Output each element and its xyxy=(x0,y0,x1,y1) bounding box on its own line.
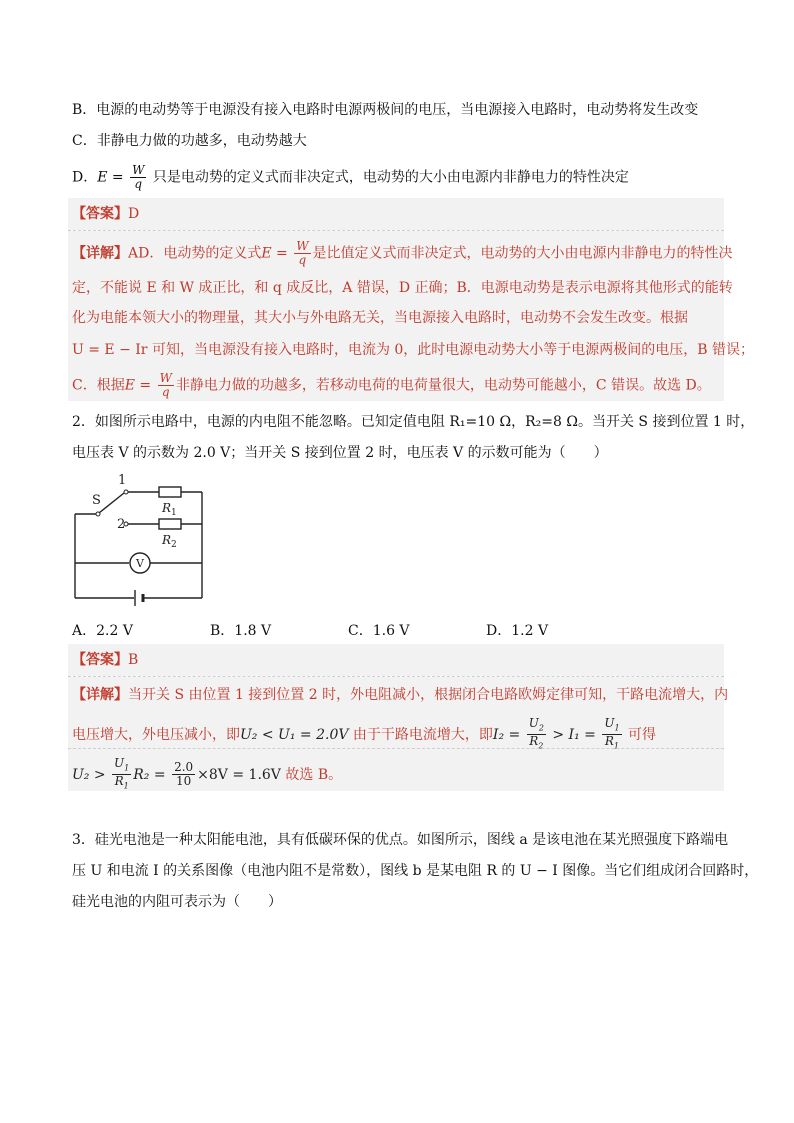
detail1-line-4: U = E − Ir 可知，当电源没有接入电路时，电流为 0，此时电源电动势大小等于电源两极间的电压，B 错误； xyxy=(72,342,755,358)
circuit-diagram xyxy=(66,472,226,612)
position-1-label: 1 xyxy=(118,473,127,488)
option-d-q2: D．1.2 V xyxy=(486,623,549,639)
option-b-q1: B．电源的电动势等于电源没有接入电路时电源两极间的电压，当电源接入电路时，电动势将发生改变 xyxy=(72,102,699,118)
detail1-line-3: 化为电能本领大小的物理量，其大小与外电路无关，当电源接入电路时，电动势不会发生改变。根据 xyxy=(72,310,688,326)
answer-line-1 xyxy=(72,203,139,225)
detail1-line-2: 定，不能说 E 和 W 成正比，和 q 成反比，A 错误，D 正确；B．电源电动势是表示电源将其他形式的能转 xyxy=(72,280,733,296)
r2-label: $R_2$ xyxy=(162,533,177,550)
switch-label: S xyxy=(92,493,101,508)
answer-value: B xyxy=(128,652,139,668)
question3-line-3: 硅光电池的内阻可表示为（ ） xyxy=(72,894,282,910)
option-d-eq: E = xyxy=(97,169,124,186)
resistor-r1 xyxy=(159,487,181,497)
detail2-line-3: U₂ > $\frac{U_1}{R_1}$ R₂ = $\frac{2.0}{10}$ ×8V = 1.6V 故选 B。 xyxy=(72,756,343,791)
fraction-w-over-q: $\frac{W}{q}$ xyxy=(296,239,309,267)
detail2-line-2: 电压增大，外电压减小，即U₂ < U₁ = 2.0V 由于干路电流增大，即I₂ = $\frac{U_2}{R_2}$ > I₁ = $\frac{U_1}{R_1}$ 可得 xyxy=(72,716,657,751)
option-d-q1 xyxy=(72,164,629,191)
voltmeter-label: V xyxy=(136,557,144,570)
question3-line-2: 压 U 和电流 I 的关系图像（电池内阻不是常数），图线 b 是某电阻 R 的 U − I 图像。当它们组成闭合回路时， xyxy=(72,863,759,879)
position-2-label: 2 xyxy=(117,517,126,532)
r1-label: $R_1$ xyxy=(162,501,177,518)
question2-line-2: 电压表 V 的示数为 2.0 V；当开关 S 接到位置 2 时，电压表 V 的示数可能为（ ） xyxy=(72,445,608,461)
option-b-q2: B．1.8 V xyxy=(210,623,272,639)
option-c-q1: C．非静电力做的功越多，电动势越大 xyxy=(72,133,307,149)
answer-label: 【答案】 xyxy=(72,652,128,668)
detail1-line-1: 【详解】AD．电动势的定义式E = $\frac{W}{q}$ 是比值定义式而非决定式，电动势的大小由电源内非静电力的特性决 xyxy=(72,239,733,267)
detail-label: 【详解】 xyxy=(72,245,128,262)
question3-line-1: 3．硅光电池是一种太阳能电池，具有低碳环保的优点。如图所示，图线 a 是该电池在某光照强度下路端电 xyxy=(72,832,729,848)
fraction-w-over-q: $\frac{W}{q}$ xyxy=(132,163,145,191)
answer-label: 【答案】 xyxy=(72,206,128,222)
detail2-line-1: 【详解】当开关 S 由位置 1 接到位置 2 时，外电阻减小，根据闭合电路欧姆定律可知，干路电流增大，内 xyxy=(72,687,729,703)
answer-box-1 xyxy=(68,198,724,230)
option-d-text: 只是电动势的定义式而非决定式，电动势的大小由电源内非静电力的特性决定 xyxy=(152,169,629,186)
fraction-u2-over-r2: $\frac{U_2}{R_2}$ xyxy=(528,716,544,751)
divider xyxy=(68,748,724,749)
fraction-2-over-10: $\frac{2.0}{10}$ xyxy=(174,760,194,789)
option-d-prefix: D． xyxy=(72,169,98,186)
answer-value: D xyxy=(128,206,140,222)
fraction-u1-over-r1: $\frac{U_1}{R_1}$ xyxy=(114,756,130,791)
option-c-q2: C．1.6 V xyxy=(348,623,410,639)
answer-line-2 xyxy=(72,649,138,671)
question2-line-1: 2．如图所示电路中，电源的内电阻不能忽略。已知定值电阻 R₁=10 Ω，R₂=8 Ω。当开关 S 接到位置 1 时， xyxy=(72,414,755,430)
resistor-r2 xyxy=(159,519,181,529)
detail1-line-5: C．根据E = $\frac{W}{q}$ 非静电力做的功越多，若移动电荷的电荷量很大，电动势可能越小，C 错误。故选 D。 xyxy=(72,371,711,399)
fraction-w-over-q: $\frac{W}{q}$ xyxy=(159,371,172,399)
fraction-u1-over-r1: $\frac{U_1}{R_1}$ xyxy=(604,716,620,751)
detail-label: 【详解】 xyxy=(72,687,128,703)
answer-box-2 xyxy=(68,644,724,676)
option-a-q2: A．2.2 V xyxy=(72,623,133,639)
